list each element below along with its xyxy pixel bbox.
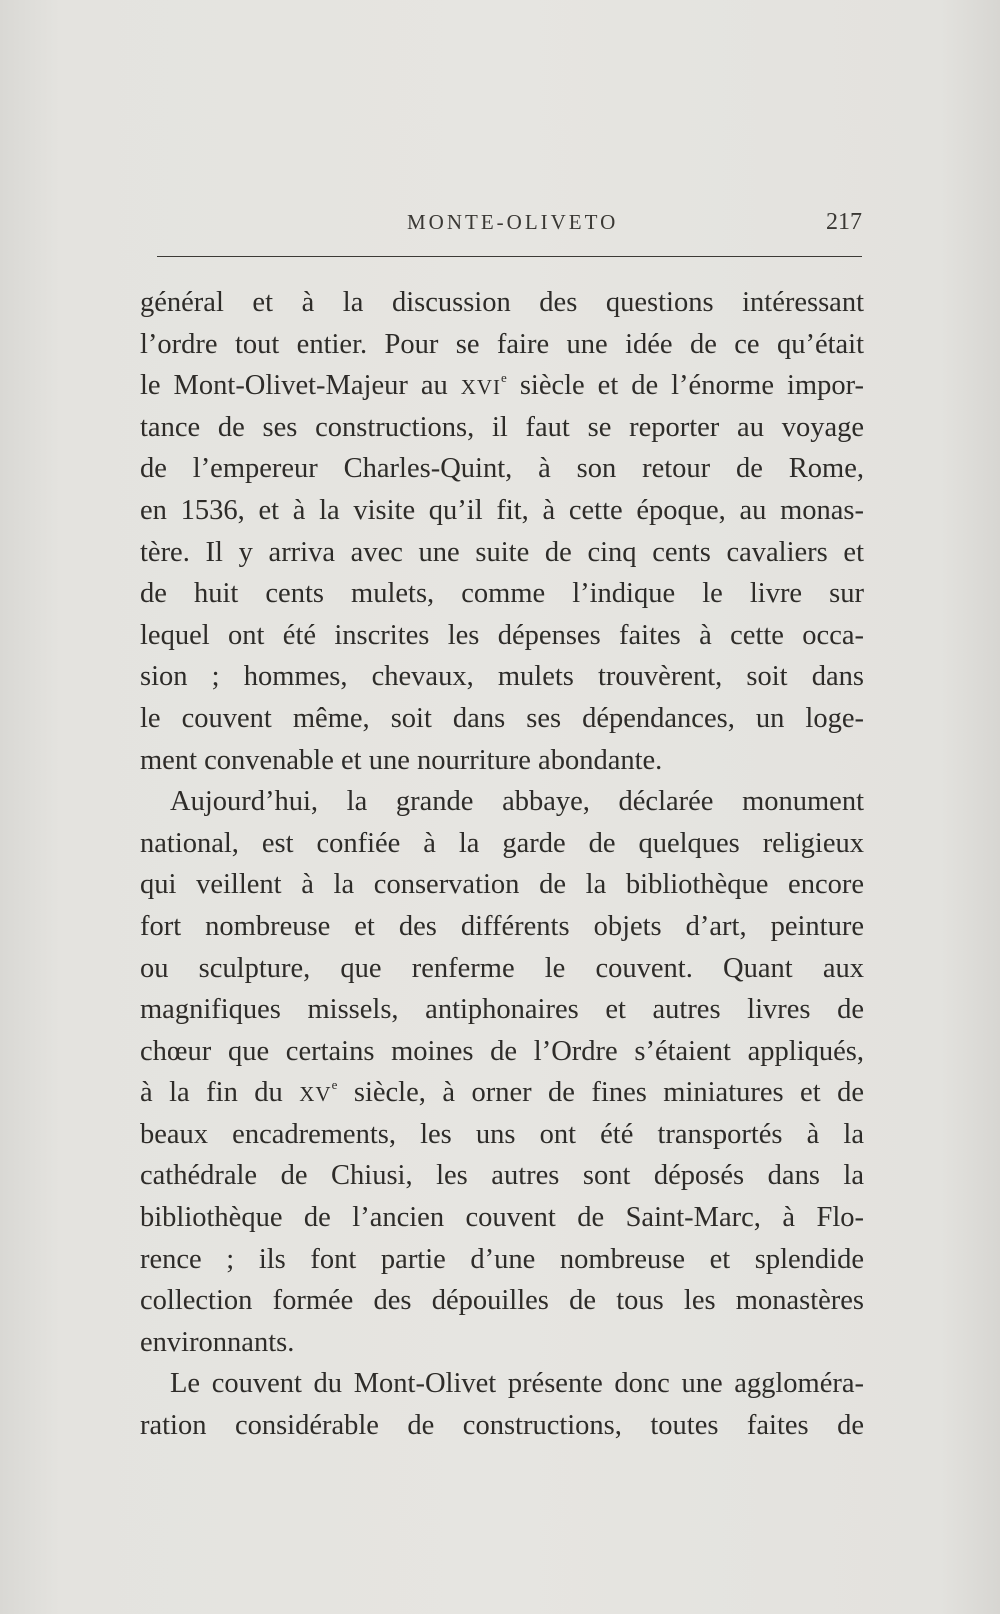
text-line: sion ; hommes, chevaux, mulets trouvèrent, soit dans <box>140 661 864 693</box>
text-line: ment convenable et une nourriture abondante. <box>140 744 663 776</box>
text-line: ration considérable de constructions, toutes faites de <box>140 1410 864 1442</box>
text-line: de l’empereur Charles-Quint, à son retour de Rome, <box>140 453 864 485</box>
text-line: Le couvent du Mont-Olivet présente donc une aggloméra- <box>170 1368 864 1400</box>
text-line: tance de ses constructions, il faut se reporter au voyage <box>140 411 864 443</box>
roman-numeral: XV <box>299 1082 332 1107</box>
text-line: ou sculpture, que renferme le couvent. Quant aux <box>140 952 864 984</box>
text-run: le Mont-Olivet-Majeur au <box>140 370 461 402</box>
text-line: général et à la discussion des questions intéressant <box>140 287 864 318</box>
text-line: l’ordre tout entier. Pour se faire une idée de ce qu’était <box>140 328 864 360</box>
superscript: e <box>501 370 507 386</box>
text-line: tère. Il y arriva avec une suite de cinq cents cavaliers et <box>140 536 864 568</box>
text-line: national, est confiée à la garde de quelques religieux <box>140 827 864 859</box>
text-line: cathédrale de Chiusi, les autres sont déposés dans la <box>140 1160 864 1192</box>
page-header <box>157 206 862 246</box>
header-rule <box>157 256 862 257</box>
page-number: 217 <box>826 209 862 235</box>
text-line: chœur que certains moines de l’Ordre s’étaient appliqués, <box>140 1035 864 1067</box>
text-line: magnifiques missels, antiphonaires et autres livres de <box>140 994 864 1026</box>
running-title: MONTE-OLIVETO <box>407 210 619 234</box>
text-line <box>140 365 864 407</box>
text-line: en 1536, et à la visite qu’il fit, à cette époque, au monas- <box>140 494 864 526</box>
superscript: e <box>331 1077 338 1093</box>
text-run: siècle et de l’énorme impor- <box>506 370 864 402</box>
text-run: à la fin du <box>140 1077 300 1109</box>
text-line: de huit cents mulets, comme l’indique le livre sur <box>140 578 864 610</box>
text-line: environnants. <box>140 1326 295 1358</box>
text-line: le couvent même, soit dans ses dépendances, un loge- <box>140 702 864 734</box>
text-line: rence ; ils font partie d’une nombreuse et splendide <box>140 1243 864 1275</box>
text-line: bibliothèque de l’ancien couvent de Saint-Marc, à Flo- <box>140 1202 864 1234</box>
text-line: collection formée des dépouilles de tous les monastères <box>140 1285 864 1317</box>
text-line: fort nombreuse et des différents objets d’art, peinture <box>140 910 864 942</box>
text-line <box>140 1072 864 1114</box>
text-line: beaux encadrements, les uns ont été transportés à la <box>140 1118 864 1150</box>
body-text <box>140 282 864 1447</box>
text-line: qui veillent à la conservation de la bibliothèque encore <box>140 869 864 901</box>
text-line: lequel ont été inscrites les dépenses faites à cette occa- <box>140 619 864 651</box>
roman-numeral: XVI <box>460 375 502 400</box>
text-line: Aujourd’hui, la grande abbaye, déclarée monument <box>170 786 864 818</box>
text-run: siècle, à orner de fines miniatures et de <box>337 1077 864 1109</box>
